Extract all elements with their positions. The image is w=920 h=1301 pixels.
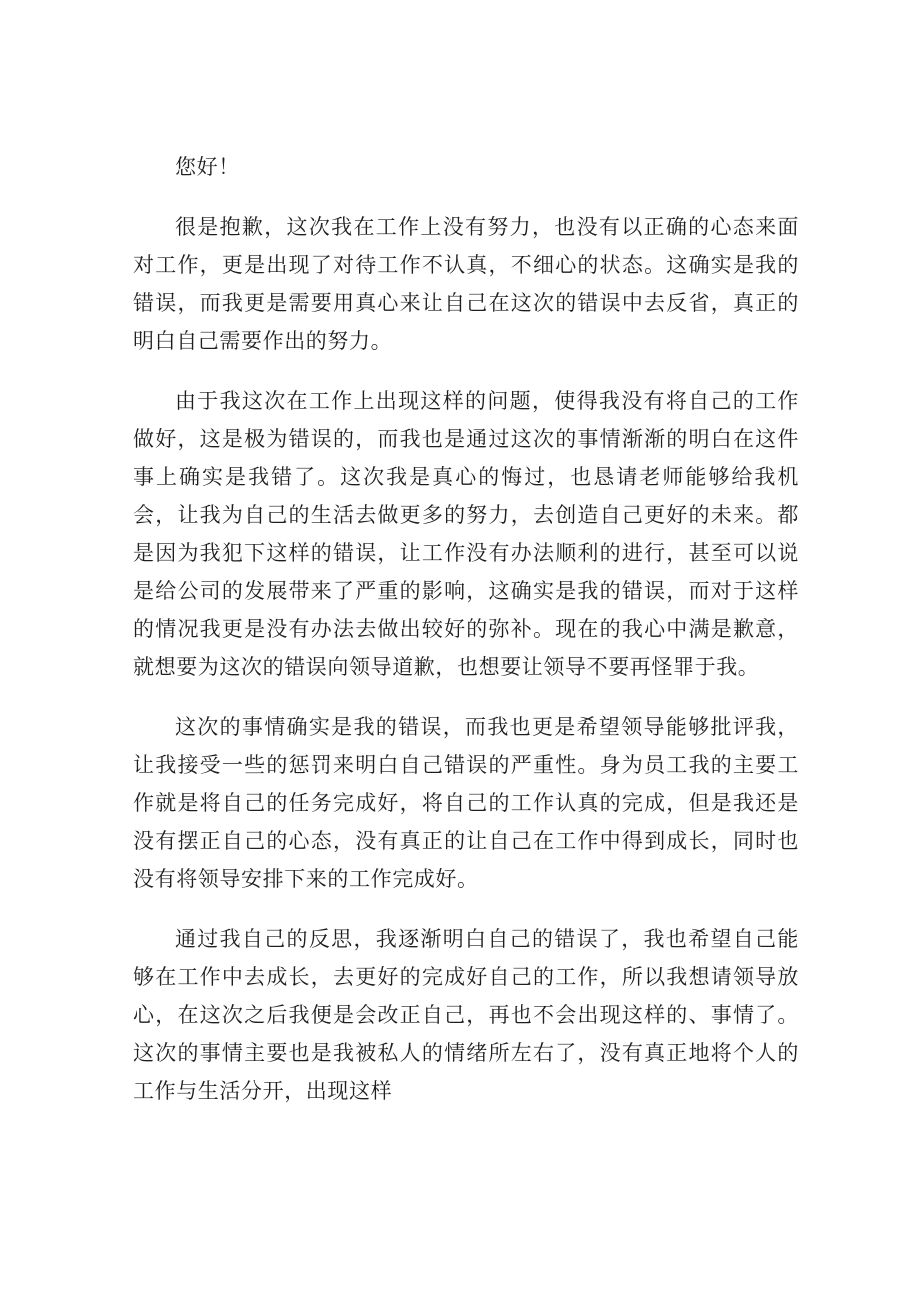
paragraph-4: 通过我自己的反思，我逐渐明白自己的错误了，我也希望自己能够在工作中去成长，去更好的完成好自己的工作，所以我想请领导放心，在这次之后我便是会改正自己，再也不会出现这样的、事情了。这次的事情主要也是我被私人的情绪所左右了，没有真正地将个人的工作与生活分开，出现这样 xyxy=(133,927,799,1103)
paragraph-3: 这次的事情确实是我的错误，而我也更是希望领导能够批评我，让我接受一些的惩罚来明白自己错误的严重性。身为员工我的主要工作就是将自己的任务完成好，将自己的工作认真的完成，但是我还是没有摆正自己的心态，没有真正的让自己在工作中得到成长，同时也没有将领导安排下来的工作完成好。 xyxy=(133,715,799,891)
paragraph-2: 由于我这次在工作上出现这样的问题，使得我没有将自己的工作做好，这是极为错误的，而我也是通过这次的事情渐渐的明白在这件事上确实是我错了。这次我是真心的悔过，也恳请老师能够给我机会，让我为自己的生活去做更多的努力，去创造自己更好的未来。都是因为我犯下这样的错误，让工作没有办法顺利的进行，甚至可以说是给公司的发展带来了严重的影响，这确实是我的错误，而对于这样的情况我更是没有办法去做出较好的弥补。现在的我心中满是歉意，就想要为这次的错误向领导道歉，也想要让领导不要再怪罪于我。 xyxy=(133,389,799,679)
paragraph-1: 很是抱歉，这次我在工作上没有努力，也没有以正确的心态来面对工作，更是出现了对待工作不认真，不细心的状态。这确实是我的错误，而我更是需要用真心来让自己在这次的错误中去反省，真正的明白自己需要作出的努力。 xyxy=(133,215,799,353)
greeting: 您好！ xyxy=(175,155,240,179)
letter-body xyxy=(133,148,799,1132)
